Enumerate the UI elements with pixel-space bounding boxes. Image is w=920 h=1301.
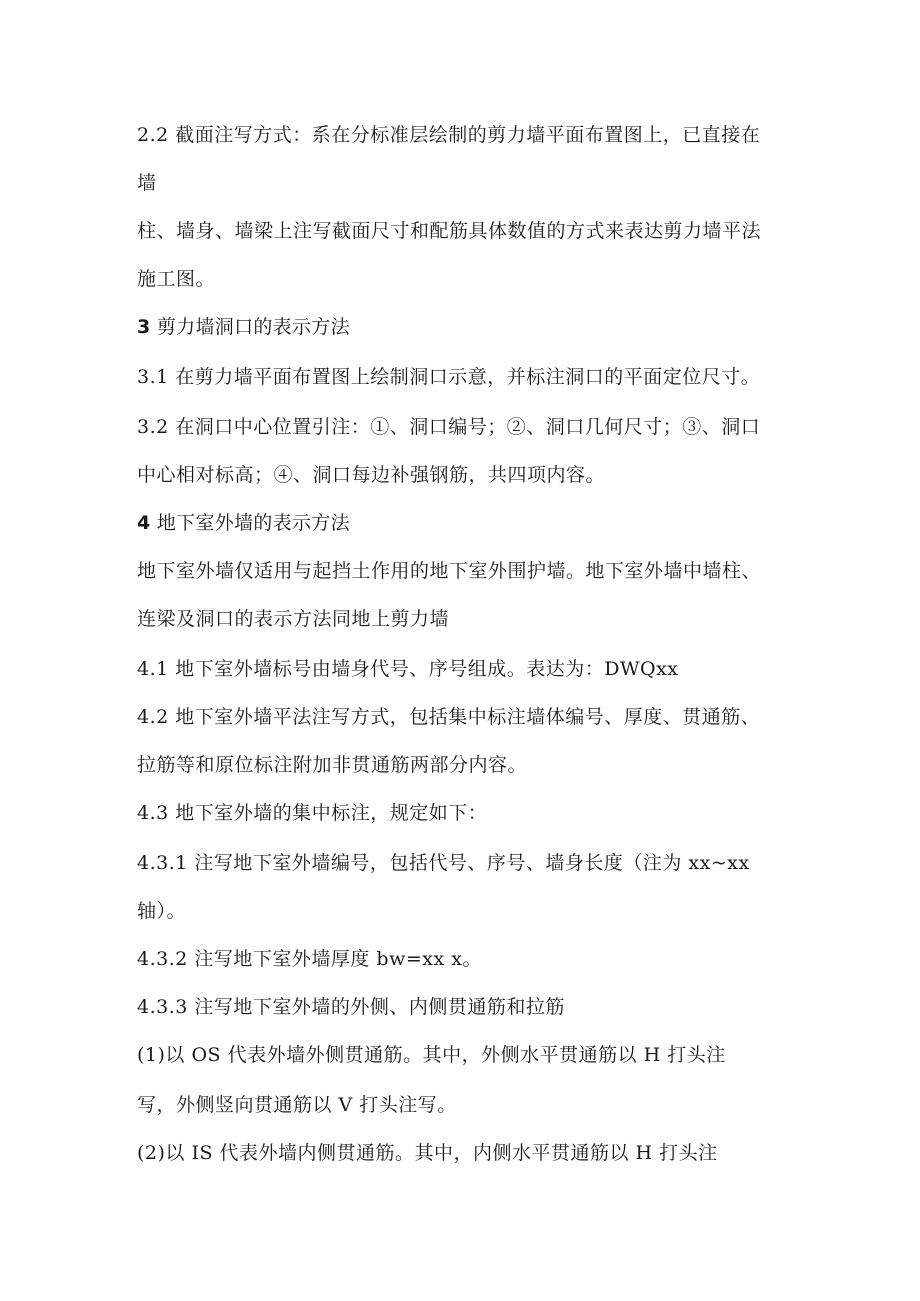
paragraph-line: 3.2 在洞口中心位置引注：①、洞口编号；②、洞口几何尺寸；③、洞口 — [137, 416, 761, 438]
paragraph-line: 墙 — [137, 172, 157, 194]
paragraph-line: 3.1 在剪力墙平面布置图上绘制洞口示意，并标注洞口的平面定位尺寸。 — [137, 366, 761, 388]
paragraph-line: 地下室外墙仅适用与起挡土作用的地下室外围护墙。地下室外墙中墙柱、 — [137, 560, 762, 582]
section-number: 3 — [137, 316, 151, 338]
paragraph-line: 2.2 截面注写方式：系在分标准层绘制的剪力墙平面布置图上，已直接在 — [137, 124, 761, 146]
paragraph-line: 连梁及洞口的表示方法同地上剪力墙 — [137, 608, 450, 630]
paragraph-line: 写，外侧竖向贯通筋以 V 打头注写。 — [137, 1094, 457, 1116]
paragraph-line: 施工图。 — [137, 268, 216, 290]
section-title: 剪力墙洞口的表示方法 — [156, 316, 350, 338]
section-heading-3 — [137, 314, 350, 340]
paragraph-line: 4.3.3 注写地下室外墙的外侧、内侧贯通筋和拉筋 — [137, 996, 565, 1018]
paragraph-line: 4.3.2 注写地下室外墙厚度 bw=xx x。 — [137, 948, 482, 970]
paragraph-line: 4.3 地下室外墙的集中标注，规定如下： — [137, 802, 488, 824]
paragraph-line: (1)以 OS 代表外墙外侧贯通筋。其中，外侧水平贯通筋以 H 打头注 — [137, 1044, 726, 1066]
paragraph-line: 中心相对标高；④、洞口每边补强钢筋，共四项内容。 — [137, 464, 606, 486]
section-number: 4 — [137, 512, 151, 534]
paragraph-line: 拉筋等和原位标注附加非贯通筋两部分内容。 — [137, 754, 528, 776]
paragraph-line: 柱、墙身、墙梁上注写截面尺寸和配筋具体数值的方式来表达剪力墙平法 — [137, 220, 762, 242]
paragraph-line: (2)以 IS 代表外墙内侧贯通筋。其中，内侧水平贯通筋以 H 打头注 — [137, 1142, 718, 1164]
paragraph-line: 轴）。 — [137, 900, 187, 922]
paragraph-line: 4.1 地下室外墙标号由墙身代号、序号组成。表达为：DWQxx — [137, 658, 679, 680]
section-heading-4 — [137, 510, 350, 536]
paragraph-line: 4.3.1 注写地下室外墙编号，包括代号、序号、墙身长度（注为 xx~xx — [137, 852, 750, 874]
paragraph-line: 4.2 地下室外墙平法注写方式，包括集中标注墙体编号、厚度、贯通筋、 — [137, 706, 761, 728]
section-title: 地下室外墙的表示方法 — [156, 512, 350, 534]
